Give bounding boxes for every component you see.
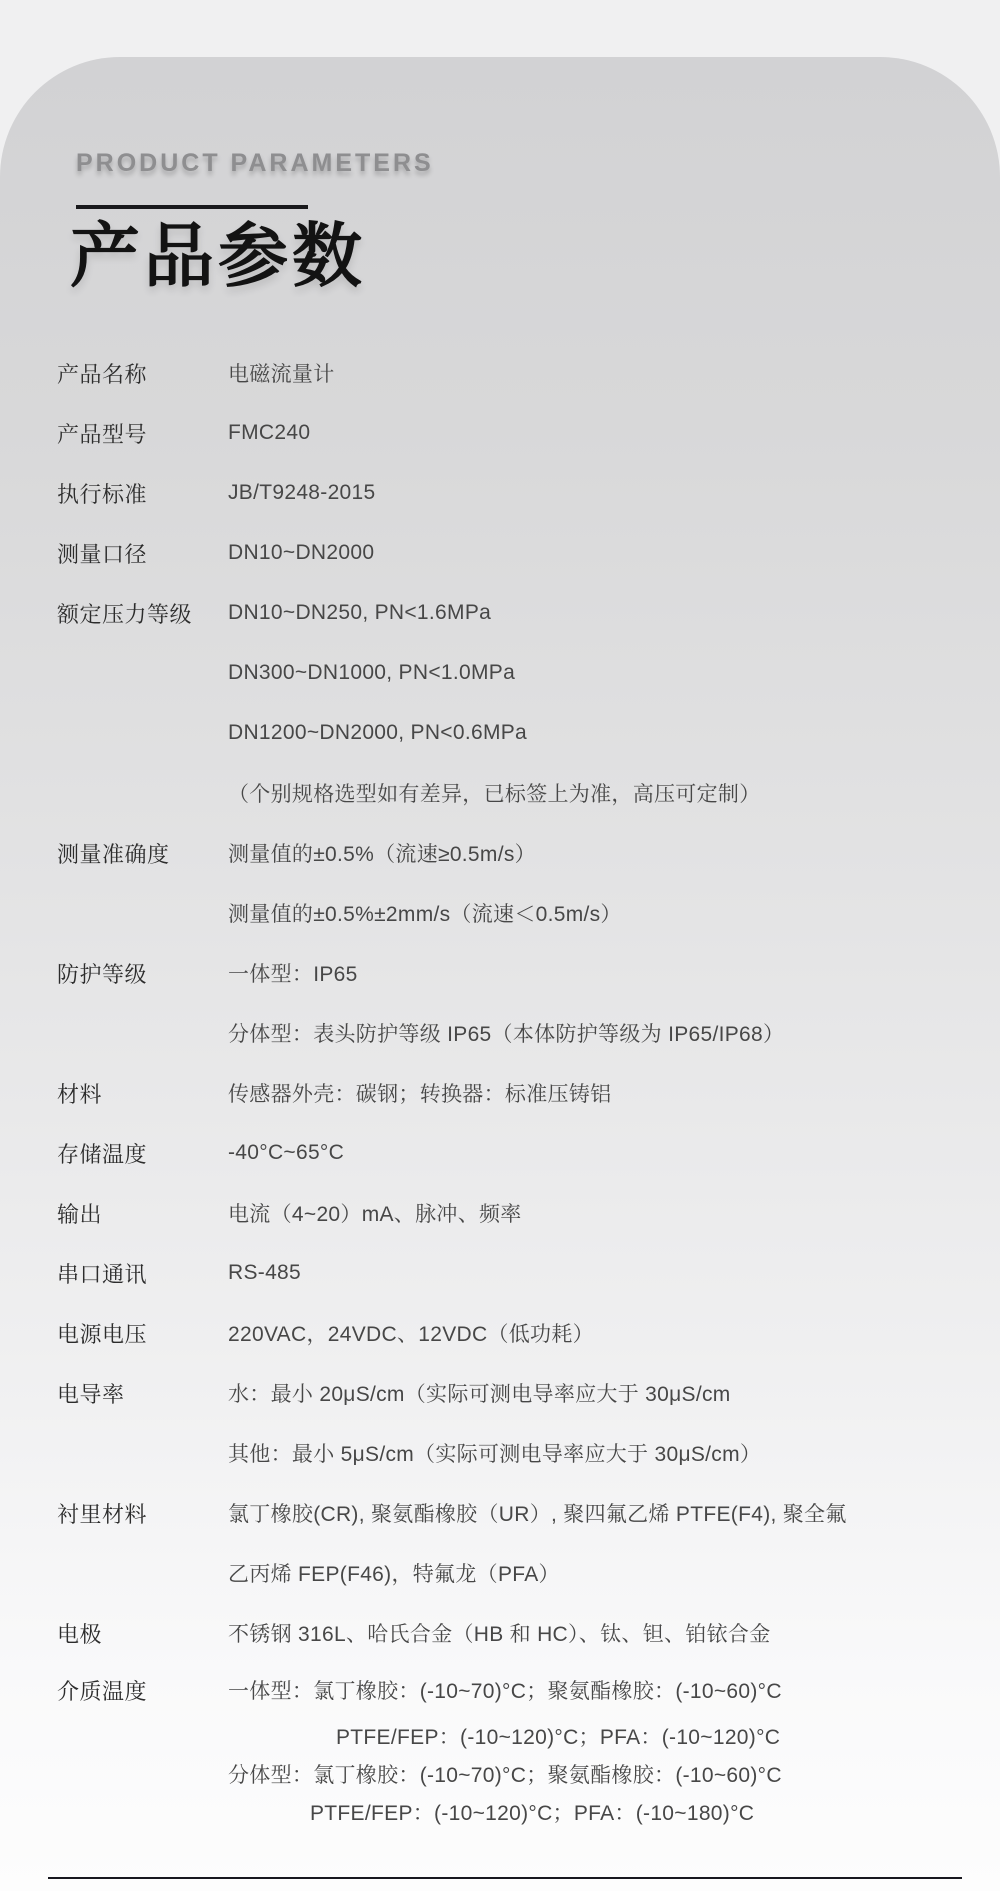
param-row-power <box>57 1303 977 1363</box>
param-label: 介质温度 <box>57 1678 148 1704</box>
param-row-protection <box>57 943 977 1003</box>
param-value: 测量值的±0.5%±2mm/s（流速＜0.5m/s） <box>228 903 622 926</box>
section-eyebrow: PRODUCT PARAMETERS <box>76 149 434 177</box>
param-label: 测量口径 <box>57 541 148 567</box>
param-row-medium-temp-cont <box>57 1755 977 1793</box>
param-row-material <box>57 1063 977 1123</box>
param-row-pressure-cont <box>57 703 977 763</box>
param-value: 水：最小 20μS/cm（实际可测电导率应大于 30μS/cm <box>228 1383 731 1406</box>
param-row-standard <box>57 463 977 523</box>
param-value: RS-485 <box>228 1261 302 1284</box>
param-row-storage-temp <box>57 1123 977 1183</box>
param-label: 防护等级 <box>57 961 148 987</box>
param-row-product-name <box>57 343 977 403</box>
param-value: 一体型：IP65 <box>228 963 358 986</box>
param-row-output <box>57 1183 977 1243</box>
param-row-medium-temp <box>57 1663 977 1717</box>
param-label: 产品型号 <box>57 421 148 447</box>
param-label: 执行标准 <box>57 481 148 507</box>
param-value: 电磁流量计 <box>228 363 335 386</box>
param-value: DN1200~DN2000, PN<0.6MPa <box>228 721 528 744</box>
param-label: 测量准确度 <box>57 841 170 867</box>
param-value: JB/T9248-2015 <box>228 481 376 504</box>
param-value: PTFE/FEP：(-10~120)°C；PFA：(-10~120)°C <box>336 1726 781 1749</box>
param-label: 电导率 <box>57 1381 125 1407</box>
param-label: 存储温度 <box>57 1141 148 1167</box>
param-value: （个别规格选型如有差异，已标签上为准，高压可定制） <box>228 783 761 806</box>
param-value: 分体型：氯丁橡胶：(-10~70)°C；聚氨酯橡胶：(-10~60)°C <box>228 1764 782 1787</box>
eyebrow-underline <box>76 205 308 209</box>
param-value: 分体型：表头防护等级 IP65（本体防护等级为 IP65/IP68） <box>228 1023 785 1046</box>
param-row-conductivity-cont <box>57 1423 977 1483</box>
param-value: DN10~DN2000 <box>228 541 375 564</box>
param-row-pressure-note <box>57 763 977 823</box>
param-value: 不锈钢 316L、哈氏合金（HB 和 HC）、钛、钽、铂铱合金 <box>228 1623 771 1646</box>
param-value: FMC240 <box>228 421 311 444</box>
param-row-medium-temp-cont <box>57 1793 977 1831</box>
param-value: 一体型：氯丁橡胶：(-10~70)°C；聚氨酯橡胶：(-10~60)°C <box>228 1680 782 1703</box>
param-label: 串口通讯 <box>57 1261 148 1287</box>
param-row-lining-cont <box>57 1543 977 1603</box>
param-value: 220VAC，24VDC、12VDC（低功耗） <box>228 1323 594 1346</box>
param-row-pressure <box>57 583 977 643</box>
param-value: 乙丙烯 FEP(F46)，特氟龙（PFA） <box>228 1563 560 1586</box>
param-value: DN300~DN1000, PN<1.0MPa <box>228 661 516 684</box>
param-row-pressure-cont <box>57 643 977 703</box>
param-row-serial <box>57 1243 977 1303</box>
param-label: 材料 <box>57 1081 103 1107</box>
param-row-medium-temp-cont <box>57 1717 977 1755</box>
param-label: 电极 <box>57 1621 103 1647</box>
param-value: 传感器外壳：碳钢；转换器：标准压铸铝 <box>228 1083 612 1106</box>
bottom-divider <box>48 1877 962 1879</box>
param-value: -40°C~65°C <box>228 1141 345 1164</box>
param-row-diameter <box>57 523 977 583</box>
page-title: 产品参数 <box>70 217 366 295</box>
param-row-lining <box>57 1483 977 1543</box>
param-label: 衬里材料 <box>57 1501 148 1527</box>
param-value: DN10~DN250, PN<1.6MPa <box>228 601 492 624</box>
param-row-protection-cont <box>57 1003 977 1063</box>
param-label: 输出 <box>57 1201 103 1227</box>
param-row-model <box>57 403 977 463</box>
param-value: PTFE/FEP：(-10~120)°C；PFA：(-10~180)°C <box>310 1802 755 1825</box>
param-row-accuracy <box>57 823 977 883</box>
parameters-table <box>57 343 977 1831</box>
product-parameters-card <box>0 57 1000 1891</box>
param-label: 产品名称 <box>57 361 148 387</box>
param-row-accuracy-cont <box>57 883 977 943</box>
param-value: 电流（4~20）mA、脉冲、频率 <box>228 1203 522 1226</box>
param-row-electrode <box>57 1603 977 1663</box>
param-label: 电源电压 <box>57 1321 148 1347</box>
param-label: 额定压力等级 <box>57 601 193 627</box>
param-value: 氯丁橡胶(CR), 聚氨酯橡胶（UR）, 聚四氟乙烯 PTFE(F4), 聚全氟 <box>228 1503 847 1526</box>
param-value: 测量值的±0.5%（流速≥0.5m/s） <box>228 843 536 866</box>
param-value: 其他：最小 5μS/cm（实际可测电导率应大于 30μS/cm） <box>228 1443 762 1466</box>
param-row-conductivity <box>57 1363 977 1423</box>
